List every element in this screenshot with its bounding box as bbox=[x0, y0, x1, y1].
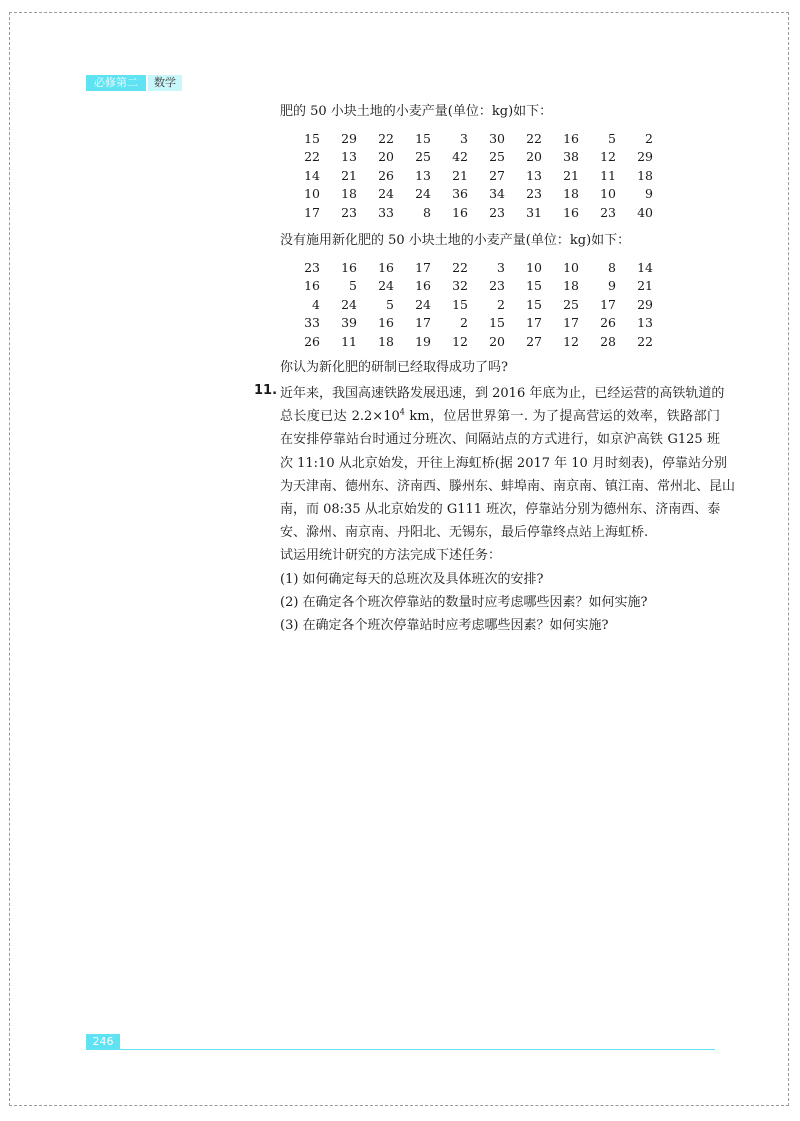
table-cell: 36 bbox=[452, 186, 468, 202]
table-cell: 12 bbox=[600, 149, 616, 165]
problem-line-5: 为天津南、德州东、济南西、滕州东、蚌埠南、南京南、镇江南、常州北、昆山 bbox=[280, 478, 736, 494]
table-cell: 3 bbox=[497, 259, 505, 275]
running-header bbox=[86, 74, 182, 105]
table-cell: 12 bbox=[563, 333, 579, 349]
table-cell: 15 bbox=[415, 130, 431, 146]
table-cell: 18 bbox=[563, 278, 579, 294]
table-cell: 16 bbox=[304, 278, 320, 294]
table-cell: 22 bbox=[526, 130, 542, 146]
table-cell: 27 bbox=[489, 167, 505, 183]
table-cell: 21 bbox=[452, 167, 468, 183]
table-cell: 29 bbox=[341, 130, 357, 146]
table-cell: 3 bbox=[460, 130, 468, 146]
table-cell: 14 bbox=[637, 259, 653, 275]
table-fertilized bbox=[300, 129, 653, 222]
table-cell: 17 bbox=[600, 296, 616, 312]
table-cell: 15 bbox=[304, 130, 320, 146]
exponent: 4 bbox=[399, 407, 405, 417]
table-cell: 24 bbox=[378, 278, 394, 294]
table-cell: 2 bbox=[497, 296, 505, 312]
table-cell: 5 bbox=[349, 278, 357, 294]
table-cell: 8 bbox=[608, 259, 616, 275]
table-cell: 21 bbox=[637, 278, 653, 294]
table-cell: 25 bbox=[415, 149, 431, 165]
table-cell: 22 bbox=[378, 130, 394, 146]
table-cell: 26 bbox=[378, 167, 394, 183]
footer-rule bbox=[120, 1049, 715, 1050]
table-cell: 20 bbox=[489, 333, 505, 349]
table-cell: 24 bbox=[415, 186, 431, 202]
table-cell: 23 bbox=[304, 259, 320, 275]
table-cell: 22 bbox=[637, 333, 653, 349]
table-cell: 24 bbox=[341, 296, 357, 312]
table-row bbox=[300, 148, 653, 167]
table-row bbox=[300, 129, 653, 148]
table-cell: 10 bbox=[600, 186, 616, 202]
table-cell: 22 bbox=[304, 149, 320, 165]
table-cell: 23 bbox=[489, 278, 505, 294]
table-row bbox=[300, 277, 653, 296]
table-cell: 18 bbox=[637, 167, 653, 183]
table-cell: 16 bbox=[378, 315, 394, 331]
table-cell: 15 bbox=[526, 278, 542, 294]
conclusion-question: 你认为新化肥的研制已经取得成功了吗? bbox=[280, 360, 508, 375]
table-cell: 34 bbox=[489, 186, 505, 202]
table-cell: 10 bbox=[563, 259, 579, 275]
task-3: (3) 在确定各个班次停靠站时应考虑哪些因素？如何实施? bbox=[280, 617, 609, 633]
table-cell: 21 bbox=[563, 167, 579, 183]
table-cell: 27 bbox=[526, 333, 542, 349]
table-cell: 12 bbox=[452, 333, 468, 349]
table-cell: 31 bbox=[526, 204, 542, 220]
header-subject: 数学 bbox=[148, 75, 182, 91]
problem-line-3: 在安排停靠站台时通过分班次、间隔站点的方式进行，如京沪高铁 G125 班 bbox=[280, 432, 720, 448]
table-cell: 16 bbox=[341, 259, 357, 275]
table-unfertilized-body bbox=[300, 258, 653, 351]
problem-line-2-end: km，位居世界第一. 为了提高营运的效率，铁路部门 bbox=[404, 409, 720, 425]
table-cell: 33 bbox=[304, 315, 320, 331]
table-unfertilized bbox=[300, 258, 653, 351]
problem-line-6: 南，而 08:35 从北京始发的 G111 班次，停靠站分别为德州东、济南西、泰 bbox=[280, 501, 721, 517]
table-cell: 26 bbox=[304, 333, 320, 349]
problem-number: 11. bbox=[254, 383, 278, 398]
problem-line-4: 次 11:10 从北京始发，开往上海虹桥(据 2017 年 10 月时刻表)，停靠站分别 bbox=[280, 455, 728, 471]
table-cell: 25 bbox=[563, 296, 579, 312]
problem-line-2 bbox=[280, 405, 720, 428]
table-row bbox=[300, 258, 653, 277]
table-cell: 13 bbox=[526, 167, 542, 183]
table-cell: 38 bbox=[563, 149, 579, 165]
table-cell: 21 bbox=[341, 167, 357, 183]
table-cell: 18 bbox=[378, 333, 394, 349]
table-cell: 11 bbox=[600, 167, 616, 183]
intro-fertilized: 肥的 50 小块土地的小麦产量(单位：kg)如下： bbox=[280, 104, 553, 119]
table-cell: 13 bbox=[637, 315, 653, 331]
table-cell: 16 bbox=[378, 259, 394, 275]
table-cell: 26 bbox=[600, 315, 616, 331]
table-row bbox=[300, 185, 653, 204]
table-cell: 39 bbox=[341, 315, 357, 331]
table-cell: 17 bbox=[304, 204, 320, 220]
task-1: (1) 如何确定每天的总班次及具体班次的安排? bbox=[280, 571, 544, 587]
table-cell: 15 bbox=[489, 315, 505, 331]
table-cell: 28 bbox=[600, 333, 616, 349]
problem-line-1: 近年来，我国高速铁路发展迅速，到 2016 年底为止，已经运营的高铁轨道的 bbox=[280, 386, 725, 401]
problem-line-7: 安、滁州、南京南、丹阳北、无锡东，最后停靠终点站上海虹桥. bbox=[280, 525, 649, 541]
header-book-title: 必修第二册 bbox=[86, 75, 146, 91]
problem-line-8: 试运用统计研究的方法完成下述任务： bbox=[280, 548, 502, 564]
table-cell: 23 bbox=[489, 204, 505, 220]
table-cell: 42 bbox=[452, 149, 468, 165]
table-row bbox=[300, 166, 653, 185]
table-cell: 5 bbox=[608, 130, 616, 146]
table-cell: 5 bbox=[386, 296, 394, 312]
page-number: 246 bbox=[86, 1034, 120, 1050]
problem-line-2-start: 总长度已达 2.2×10 bbox=[280, 409, 400, 425]
intro-unfertilized: 没有施用新化肥的 50 小块土地的小麦产量(单位：kg)如下： bbox=[280, 233, 631, 248]
table-cell: 22 bbox=[452, 259, 468, 275]
table-row bbox=[300, 314, 653, 333]
table-cell: 11 bbox=[341, 333, 357, 349]
table-cell: 18 bbox=[341, 186, 357, 202]
table-cell: 24 bbox=[378, 186, 394, 202]
table-cell: 17 bbox=[415, 315, 431, 331]
table-cell: 14 bbox=[304, 167, 320, 183]
table-cell: 15 bbox=[526, 296, 542, 312]
table-cell: 24 bbox=[415, 296, 431, 312]
table-cell: 23 bbox=[600, 204, 616, 220]
table-cell: 17 bbox=[563, 315, 579, 331]
table-cell: 29 bbox=[637, 296, 653, 312]
table-cell: 30 bbox=[489, 130, 505, 146]
table-cell: 9 bbox=[608, 278, 616, 294]
table-cell: 8 bbox=[423, 204, 431, 220]
table-cell: 4 bbox=[312, 296, 320, 312]
table-row bbox=[300, 332, 653, 351]
table-cell: 16 bbox=[452, 204, 468, 220]
table-cell: 29 bbox=[637, 149, 653, 165]
table-cell: 13 bbox=[415, 167, 431, 183]
problem-text bbox=[280, 382, 736, 637]
table-cell: 16 bbox=[415, 278, 431, 294]
table-cell: 20 bbox=[526, 149, 542, 165]
table-row bbox=[300, 203, 653, 222]
table-cell: 17 bbox=[415, 259, 431, 275]
table-cell: 9 bbox=[645, 186, 653, 202]
table-cell: 32 bbox=[452, 278, 468, 294]
table-cell: 15 bbox=[452, 296, 468, 312]
task-2: (2) 在确定各个班次停靠站的数量时应考虑哪些因素？如何实施? bbox=[280, 594, 648, 610]
table-cell: 23 bbox=[526, 186, 542, 202]
table-fertilized-body bbox=[300, 129, 653, 222]
table-cell: 2 bbox=[645, 130, 653, 146]
table-cell: 23 bbox=[341, 204, 357, 220]
table-cell: 13 bbox=[341, 149, 357, 165]
table-cell: 10 bbox=[526, 259, 542, 275]
table-cell: 20 bbox=[378, 149, 394, 165]
table-cell: 2 bbox=[460, 315, 468, 331]
table-cell: 33 bbox=[378, 204, 394, 220]
table-cell: 17 bbox=[526, 315, 542, 331]
table-cell: 25 bbox=[489, 149, 505, 165]
table-cell: 10 bbox=[304, 186, 320, 202]
table-cell: 16 bbox=[563, 204, 579, 220]
table-cell: 16 bbox=[563, 130, 579, 146]
table-cell: 40 bbox=[637, 204, 653, 220]
table-row bbox=[300, 295, 653, 314]
table-cell: 18 bbox=[563, 186, 579, 202]
table-cell: 19 bbox=[415, 333, 431, 349]
